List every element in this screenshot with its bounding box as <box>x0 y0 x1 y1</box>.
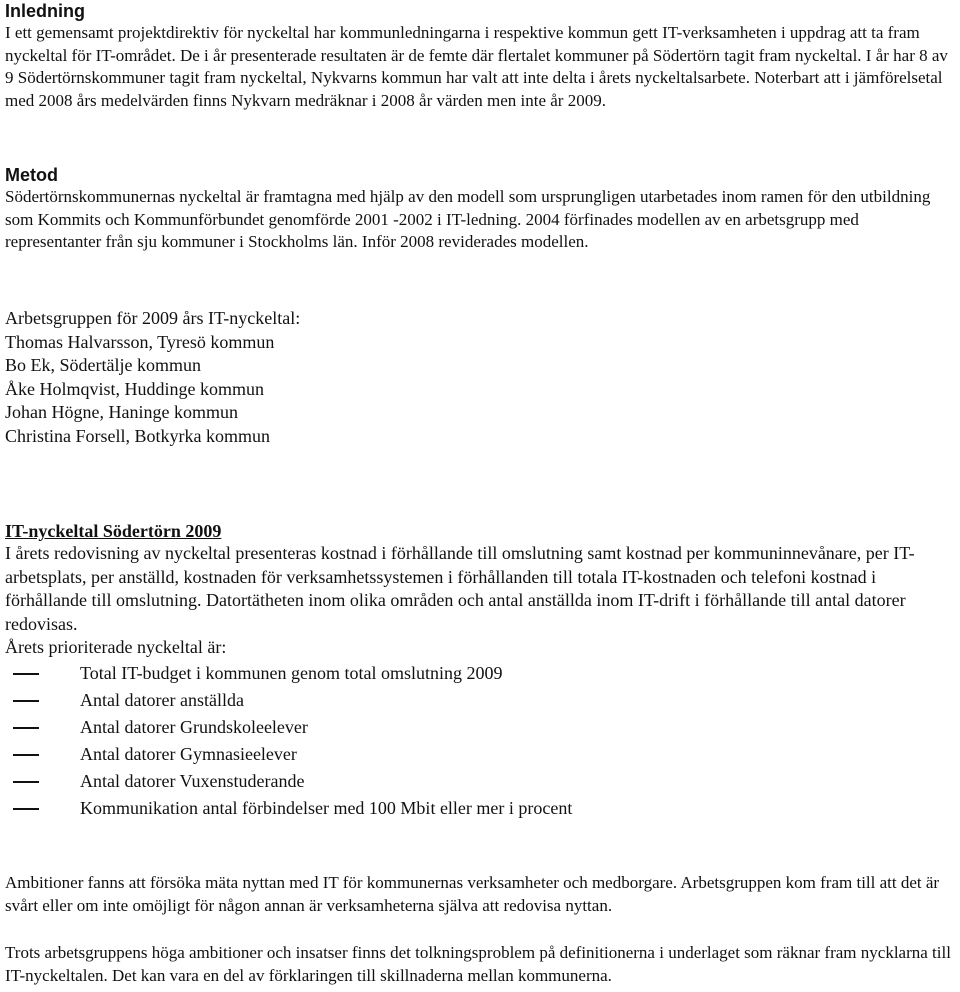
list-item <box>5 687 954 714</box>
list-item-text: Antal datorer Gymnasieelever <box>80 743 297 764</box>
paragraph-inledning: I ett gemensamt projektdirektiv för nyckeltal har kommunledningarna i respektive kommun gett IT-verksamheten i uppdrag att ta fram nyckeltal för IT-området. De i år presenterade resultaten är de femte där flertalet kommuner på Södertörn tagit fram nyckeltal. I år har 8 av 9 Södertörnskommuner tagit fram nyckeltal, Nykvarns kommun har valt att inte delta i årets nyckeltalsarbete. Noterbart att i jämförelsetal med 2008 års medelvärden finns Nykvarn medräknar i 2008 år värden men inte år 2009. <box>5 23 948 110</box>
section-ambitioner <box>5 872 954 917</box>
heading-metod: Metod <box>5 165 58 185</box>
section-it-nyckeltal <box>5 520 954 822</box>
list-item <box>5 660 954 687</box>
arbetsgrupp-member: Åke Holmqvist, Huddinge kommun <box>5 378 264 399</box>
list-item-text: Antal datorer anställda <box>80 689 244 710</box>
arbetsgrupp-member: Christina Forsell, Botkyrka kommun <box>5 425 270 446</box>
list-item <box>5 795 954 822</box>
dash-bullet-icon <box>13 673 39 675</box>
dash-bullet-icon <box>13 808 39 810</box>
paragraph-it-nyckeltal: I årets redovisning av nyckeltal presenteras kostnad i förhållande till omslutning samt kostnad per kommuninnevånare, per IT-arbetsplats, per anställd, kostnaden för verksamhetssystemen i förhållanden till totala IT-kostnaden och telefoni kostnad i förhållande till omslutning. Datortätheten inom olika områden och antal anställda inom IT-drift i förhållande till antal datorer redovisas. <box>5 543 915 634</box>
dash-bullet-icon <box>13 700 39 702</box>
list-item-text: Antal datorer Vuxenstuderande <box>80 770 305 791</box>
list-item-text: Antal datorer Grundskoleelever <box>80 716 308 737</box>
section-metod <box>5 164 954 254</box>
heading-it-nyckeltal: IT-nyckeltal Södertörn 2009 <box>5 521 222 541</box>
list-item-text: Total IT-budget i kommunen genom total omslutning 2009 <box>80 662 503 683</box>
section-trots <box>5 942 954 987</box>
dash-bullet-icon <box>13 781 39 783</box>
paragraph-metod: Södertörnskommunernas nyckeltal är framtagna med hjälp av den modell som ursprungligen utarbetades inom ramen för den utbildning som Kommits och Kommunförbundet genomförde 2001 -2002 i IT-ledning. 2004 förfinades modellen av en arbetsgrupp med representanter från sju kommuner i Stockholms län. Inför 2008 reviderades modellen. <box>5 187 931 251</box>
arbetsgrupp-member: Bo Ek, Södertälje kommun <box>5 355 201 375</box>
list-item-text: Kommunikation antal förbindelser med 100 Mbit eller mer i procent <box>80 797 573 818</box>
paragraph-ambitioner: Ambitioner fanns att försöka mäta nyttan med IT för kommunernas verksamheter och medborgare. Arbetsgruppen kom fram till att det är svårt eller om inte omöjligt för någon annan är verksamheterna själva att redovisa nyttan. <box>5 873 940 915</box>
paragraph-trots: Trots arbetsgruppens höga ambitioner och insatser finns det tolkningsproblem på definitionerna i underlaget som räknar fram nycklarna till IT-nyckeltalen. Det kan vara en del av förklaringen till skillnaderna mellan kommunerna. <box>5 943 951 985</box>
dash-bullet-icon <box>13 754 39 756</box>
arbetsgrupp-intro: Arbetsgruppen för 2009 års IT-nyckeltal: <box>5 308 301 328</box>
section-inledning <box>5 0 954 112</box>
arbetsgrupp-member: Johan Högne, Haninge kommun <box>5 402 238 422</box>
list-item <box>5 741 954 768</box>
dash-bullet-icon <box>13 727 39 729</box>
list-intro: Årets prioriterade nyckeltal är: <box>5 637 227 657</box>
list-item <box>5 768 954 795</box>
arbetsgrupp-member: Thomas Halvarsson, Tyresö kommun <box>5 331 275 352</box>
list-item <box>5 714 954 741</box>
section-arbetsgrupp <box>5 307 954 448</box>
prioritized-list <box>5 660 954 822</box>
heading-inledning: Inledning <box>5 1 85 21</box>
